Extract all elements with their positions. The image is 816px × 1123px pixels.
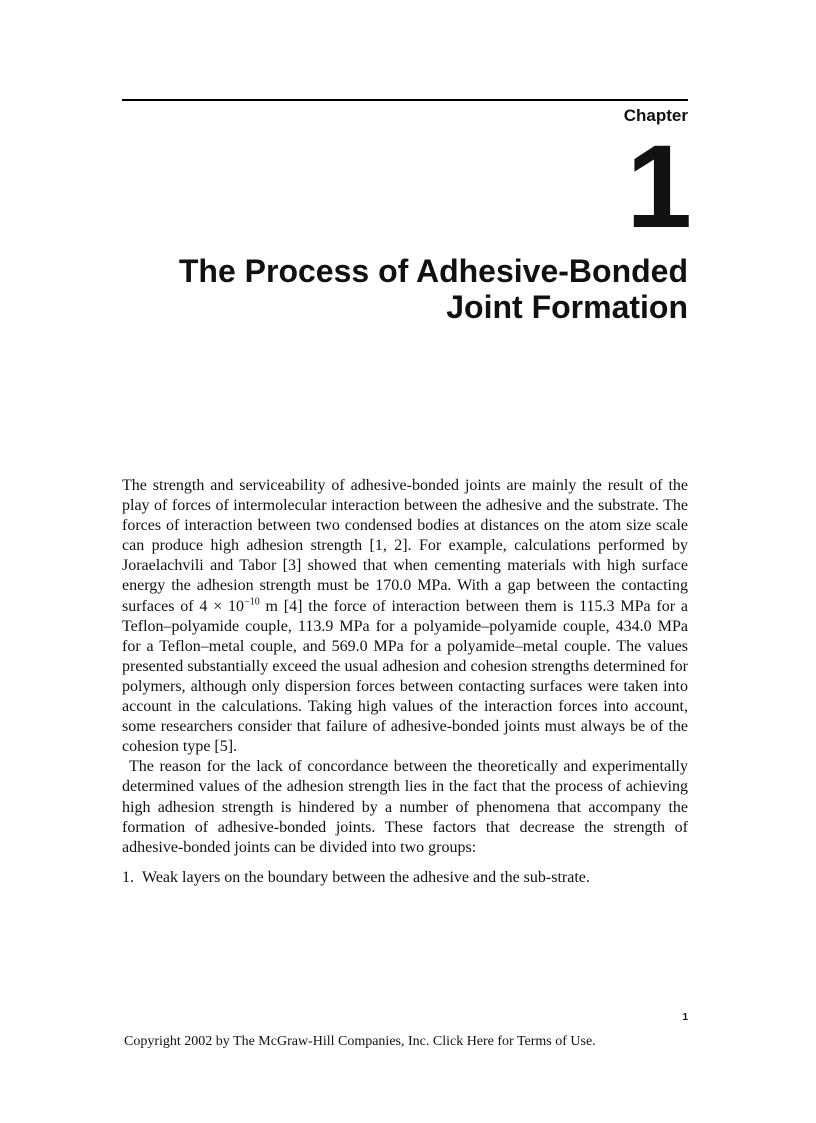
chapter-title-line-2: Joint Formation — [446, 289, 688, 325]
chapter-label: Chapter — [623, 106, 688, 125]
paragraph-2: The reason for the lack of concordance between the theoretically and experimentally determined values of the adhesion strength lies in the fact that the process of achieving high adhesion strength is hindered by a number of phenomena that accompany the formation of adhesive-bonded joints. These factors that decrease the strength of adhesive-bonded joints can be divided into two groups: — [122, 758, 688, 856]
page-number: 1 — [682, 1012, 688, 1023]
list-item-number: 1. — [122, 868, 134, 886]
chapter-title — [122, 253, 688, 325]
paragraph-1-part-b: m [4] the force of interaction between them is 115.3 MPa for a Teflon–polyamide couple, 113.9 MPa for a polyamide–polyamide couple, 434.0 MPa for a Teflon–metal couple, and 569.0 MPa for a polyamide–metal couple. The values presented substantially exceed the usual adhesion and cohesion strengths determined for polymers, although only dispersion forces between contacting surfaces were taken into account in the calculations. Taking high values of the interaction forces into account, some researchers consider that failure of adhesive-bonded joints must always be of the cohesion type [5]. — [122, 597, 689, 756]
paragraph-1-part-a: The strength and serviceability of adhesive-bonded joints are mainly the result of the play of forces of intermolecular interaction between the adhesive and the substrate. The forces of interaction between two condensed bodies at distances on the atom size scale can produce high adhesion strength [1, 2]. For example, calculations performed by Joraelachvili and Tabor [3] showed that when cementing materials with high surface energy the adhesion strength must be 170.0 MPa. With a gap between the contacting surfaces of 4 × 10 — [122, 477, 688, 615]
list-item — [122, 868, 688, 888]
chapter-number: 1 — [626, 121, 690, 253]
numbered-list — [122, 868, 688, 888]
paragraph-1 — [122, 476, 688, 757]
exponent: −10 — [244, 596, 260, 608]
list-item-text: Weak layers on the boundary between the adhesive and the sub-strate. — [142, 868, 590, 886]
copyright-link[interactable]: Copyright 2002 by The McGraw-Hill Companies, Inc. Click Here for Terms of Use. — [124, 1034, 596, 1049]
chapter-title-line-1: The Process of Adhesive-Bonded — [178, 253, 688, 289]
header-rule — [122, 99, 688, 101]
body-text — [122, 476, 688, 888]
